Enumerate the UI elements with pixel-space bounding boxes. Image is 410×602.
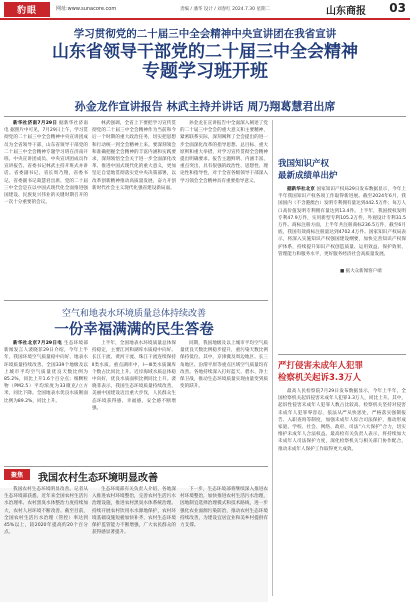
lead-column-2 xyxy=(92,120,176,296)
minor-headline xyxy=(278,360,363,384)
ipr-text: 国家知识产权局29日发布数据显示，今年上半年我国知识产权各项工作取得新进展。截至2024年6月，我国国内（不含港澳台）发明专利拥有量达到442.5万件；每万人口高价值发明专利拥有量达到13.4件。上半年，我国授权发明专利47.9万件，实用新型专利105.2万件，外观设计专利31.5万件。商标注册方面，上半年共注册商标236.5万件，截至6月底，我国有效商标注册量达到4702.4万件。国家知识产权局表示，将深入实施知识产权强国建设纲要，加快完善知识产权保护体系，持续提升知识产权创造质量、运用效益、保护效果、管理能力和服务水平，更好服务经济社会高质量发展。 xyxy=(278,187,406,257)
masthead-logo: 豹眼 xyxy=(4,2,50,17)
page-number: 03 xyxy=(389,1,406,15)
ipr-byline: 据新华社北京 xyxy=(287,187,315,192)
edition-meta: 责编 / 潘华 设计 / 刘春红 2024.7.30 星期二 xyxy=(180,7,270,12)
lead-column-3 xyxy=(180,120,268,266)
lead-column-1 xyxy=(4,120,88,296)
rural-column-2 xyxy=(92,486,176,598)
lead-col3-text: 孙金龙在宣讲报告中全面深入阐述了党的二十届三中全会的重大意义和主要精神，紧密联系实际，深刻阐释了全会提出的进一步全面深化改革的指导思想、总目标、重大原则和重大举措，对学习宣传贯彻全会精神提出明确要求。报告主题鲜明、内涵丰富、重点突出，具有很强的政治性、思想性、理论性和指导性，对于全省各级领导干部深入学习领会全会精神具有重要指导意义。 xyxy=(180,121,268,184)
lead-col2-text: 林武强调，全省上下要把学习宣传贯彻党的二十届三中全会精神作为当前和今后一个时期的重大政治任务，切实把思想和行动统一到全会精神上来。要深刻领会和准确把握全会精神的丰富内涵和实践要求，深刻领悟全会关于进一步全面深化改革、推进中国式现代化的重大意义，更加坚定自觉地贯彻落实党中央决策部署，以改革创新精神推动高质量发展，奋力开创新时代社会主义现代化强省建设新局面。 xyxy=(92,121,176,191)
env-col2-text: 上半年，全国地表水环境质量总体保持稳定，主要江河和湖库水质稳中向好。长江干流、黄河干流、珠江干流连续保持Ⅱ类水质。重点湖库中，Ⅰ—Ⅲ类水质湖库个数占比同比上升。近岸海域水质总体稳中向好，优良水质面积比例同比上升。裴晓菲表示，我国生态环境质量持续改善，美丽中国建设迈出重大步伐，人民群众生态环境获得感、幸福感、安全感不断增强。 xyxy=(92,341,176,411)
env-column-3 xyxy=(180,340,268,464)
ipr-headline-line1: 我国知识产权 xyxy=(278,159,330,169)
lead-headline-line2: 专题学习班开班 xyxy=(142,61,268,82)
ipr-body xyxy=(278,186,406,352)
lead-headline-line1: 山东省领导干部党的二十届三中全会精神 xyxy=(52,42,358,62)
rural-column-1 xyxy=(4,486,88,598)
env-kicker: 空气和地表水环境质量总体持续改善 xyxy=(61,309,206,319)
masthead xyxy=(0,0,410,20)
minor-headline-line2: 检察机关起诉3.3万人 xyxy=(278,373,362,383)
lead-photo-caption: ■ 据大众新闻客户端 xyxy=(340,269,382,274)
lead-subhead: 孙金龙作宣讲报告 林武主持并讲话 周乃翔葛慧君出席 xyxy=(74,100,336,113)
rural-column-3 xyxy=(180,486,268,598)
env-column-2 xyxy=(92,340,176,464)
ipr-headline xyxy=(278,158,338,182)
env-byline: 新华社北京7月29日电 xyxy=(13,341,63,346)
rural-col1-text: 我国农村生态环境明显改善。记者从生态环境部获悉，近年来全国农村生活污水治理率、农村黑臭水体整治力度持续加大，农村人居环境不断改善。截至目前，全国农村生活污水治理（管控）率达到45%以上，较2020年提高约20个百分点。 xyxy=(4,487,88,536)
env-headline: 一份幸福满满的民生答卷 xyxy=(54,322,214,338)
minor-headline-line1: 严打侵害未成年人犯罪 xyxy=(278,361,364,371)
lead-byline: 新华社济南7月29日 xyxy=(13,121,58,126)
rural-col3-text: 下一步，生态环境部将继续深入推进农村环境整治，加快推进农村生活污水治理，因地制宜选择治理模式和技术路线，进一步强化农业面源污染防治，推动农村生态环境持续改善，为建设宜居宜业和美乡村提供有力支撑。 xyxy=(180,487,268,529)
env-column-1 xyxy=(4,340,88,464)
rural-col2-text: 生态环境部有关负责人介绍，各地深入推进农村环境整治，完善农村生活污水治理设施，推进农村黑臭水体系统治理。持续开展农村饮用水水源地保护，农村环境基础设施短板加快补齐，农村生态环境保护监管能力不断增强，广大农民群众的获得感显著提升。 xyxy=(92,487,176,536)
env-col1-text: 生态环境部新闻发言人裴晓菲29日介绍，今年上半年，我国环境空气质量稳中向好，地表水环境质量持续改善。全国339个地级及以上城市平均空气质量优良天数比例为85.2%，同比上升1.6个百分点；细颗粒物（PM2.5）平均浓度为33微克/立方米，同比下降。全国地表水优良水质断面比例为89.2%，同比上升。 xyxy=(4,341,88,404)
column-rule-right xyxy=(272,120,273,596)
ipr-headline-line2: 最新成绩单出炉 xyxy=(278,171,338,181)
website-url: 网址:www.sunacore.com xyxy=(56,6,117,12)
divider-env xyxy=(4,300,268,301)
divider-lead xyxy=(4,116,406,117)
divider-rural xyxy=(4,466,268,467)
minor-body xyxy=(278,388,406,598)
rural-tag: 聚焦 xyxy=(4,469,30,480)
rural-headline: 我国农村生态环境明显改善 xyxy=(38,473,158,484)
lead-headline xyxy=(0,42,410,82)
divider-right xyxy=(278,354,406,355)
minor-text: 最高人民检察院7月29日发布数据显示，今年上半年，全国检察机关起诉侵害未成年人犯罪3.3万人，同比上升。其中，起诉性侵害未成年人犯罪人数占比较高。检察机关坚持对侵害未成年人犯罪零容忍，依法从严从快惩处，严格落实强制报告、入职查询等制度，加强未成年人综合司法保护，推动形成家庭、学校、社会、网络、政府、司法“六大保护”合力，切实维护未成年人合法权益。最高检有关负责人表示，将持续加大未成年人司法保护力度，深化检察机关与相关部门协作配合，推动未成年人保护工作取得更大成效。 xyxy=(278,389,406,452)
env-col3-text: 同期，我国地级及以上城市平均空气质量优良天数比例稳步提升，重污染天数比例保持低位。其中，京津冀及周边地区、长三角地区、汾渭平原等重点区域空气质量均有改善。各地持续深入打好蓝天、碧水、净土保卫战，推动生态环境质量实现由量变到质变的跃升。 xyxy=(180,341,268,390)
lead-kicker: 学习贯彻党的二十届三中全会精神中央宣讲团在我省宣讲 xyxy=(73,28,337,40)
newspaper-name: 山东商报 xyxy=(326,6,366,17)
lead-col1-text: 据新华社济南电 据照片中可见，7月29日上午，学习贯彻党的二十届三中全会精神中央宣讲团成员为全省领导干部，山东省领导干部党的二十届三中全会精神专题学习班在济南开班。中央宣讲团成员、中央宣讲团成员作宣讲报告。省委书记林武主持开班式并讲话。省委副书记、省长周乃翔，省委书记、省委副书记葛慧君出席。党的二十届三中全会是在以中国式现代化全面推进强国建设、民族复兴伟业的关键时期召开的一次十分重要的会议。 xyxy=(4,121,88,206)
